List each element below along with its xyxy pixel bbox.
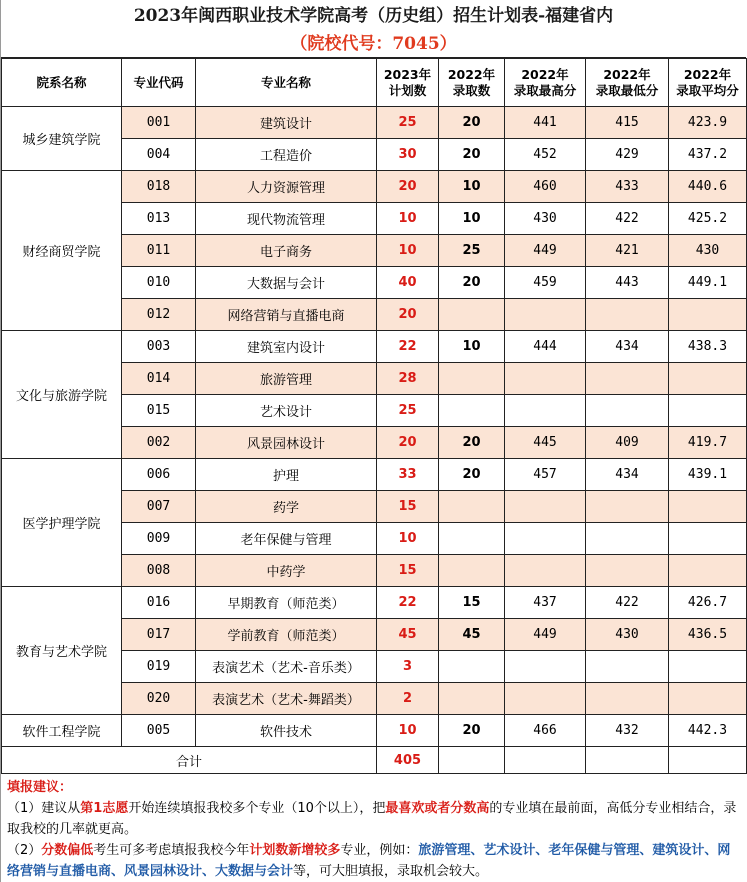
suggestion-text: （1）建议从: [7, 801, 81, 816]
header-row: [2, 59, 747, 107]
plan-2023: 40: [377, 267, 439, 299]
major-code: 005: [122, 715, 196, 747]
major-name: 大数据与会计: [196, 267, 377, 299]
min-score-2022: 434: [586, 459, 669, 491]
max-score-2022: 430: [505, 203, 586, 235]
suggestion-text: 开始连续填报我校多个专业（10个以上），把: [128, 801, 386, 816]
plan-2023: 10: [377, 203, 439, 235]
major-name: 中药学: [196, 555, 377, 587]
plan-2023: 15: [377, 555, 439, 587]
header-plan-2023: 2023年 计划数: [377, 59, 439, 107]
min-score-2022: 422: [586, 587, 669, 619]
major-name: 风景园林设计: [196, 427, 377, 459]
min-score-2022: 434: [586, 331, 669, 363]
suggestion-text: （2）: [7, 843, 42, 858]
max-score-2022: 444: [505, 331, 586, 363]
header-dept: 院系名称: [2, 59, 122, 107]
empty-cell: [505, 747, 586, 774]
major-name: 药学: [196, 491, 377, 523]
suggestion-text: 旅游管理、艺术设计、老年保健与管理、建筑设计、网络营销与直播电商、风景园林设计、大数据与会计: [7, 843, 731, 879]
total-row: [2, 747, 747, 774]
admitted-2022: 20: [439, 267, 505, 299]
min-score-2022: [586, 555, 669, 587]
major-name: 表演艺术（艺术-音乐类）: [196, 651, 377, 683]
min-score-2022: 443: [586, 267, 669, 299]
table-row: [2, 715, 747, 747]
max-score-2022: 445: [505, 427, 586, 459]
min-score-2022: [586, 491, 669, 523]
suggestion-text: 分数偏低: [41, 843, 94, 858]
filling-suggestions: [1, 774, 746, 882]
avg-score-2022: 442.3: [669, 715, 747, 747]
avg-score-2022: [669, 491, 747, 523]
suggestion-text: 的专业填在最前面，高低分专业相结合，录取我校的几率就更高。: [7, 801, 737, 837]
suggestion-text: 最喜欢或者分数高: [385, 801, 490, 816]
avg-score-2022: [669, 683, 747, 715]
admitted-2022: 10: [439, 331, 505, 363]
min-score-2022: [586, 523, 669, 555]
max-score-2022: [505, 651, 586, 683]
suggestion-1: [7, 798, 740, 840]
dept-name: 城乡建筑学院: [2, 107, 122, 171]
admitted-2022: 10: [439, 203, 505, 235]
avg-score-2022: [669, 651, 747, 683]
admitted-2022: 20: [439, 427, 505, 459]
major-code: 012: [122, 299, 196, 331]
empty-cell: [586, 747, 669, 774]
major-name: 电子商务: [196, 235, 377, 267]
plan-2023: 45: [377, 619, 439, 651]
suggestion-text: 等，可大胆填报，录取机会较大。: [293, 864, 489, 879]
admitted-2022: 20: [439, 139, 505, 171]
max-score-2022: 449: [505, 235, 586, 267]
suggestion-text: 第1志愿: [80, 801, 129, 816]
avg-score-2022: 440.6: [669, 171, 747, 203]
min-score-2022: 421: [586, 235, 669, 267]
plan-2023: 3: [377, 651, 439, 683]
table-row: [2, 171, 747, 203]
max-score-2022: [505, 555, 586, 587]
avg-score-2022: 436.5: [669, 619, 747, 651]
min-score-2022: [586, 651, 669, 683]
max-score-2022: [505, 683, 586, 715]
max-score-2022: [505, 491, 586, 523]
major-code: 003: [122, 331, 196, 363]
min-score-2022: [586, 299, 669, 331]
avg-score-2022: 426.7: [669, 587, 747, 619]
suggestion-text: 计划数新增较多: [249, 843, 341, 858]
plan-2023: 10: [377, 235, 439, 267]
major-name: 老年保健与管理: [196, 523, 377, 555]
max-score-2022: [505, 363, 586, 395]
dept-name: 文化与旅游学院: [2, 331, 122, 459]
major-name: 旅游管理: [196, 363, 377, 395]
major-code: 002: [122, 427, 196, 459]
avg-score-2022: 423.9: [669, 107, 747, 139]
admitted-2022: [439, 651, 505, 683]
table-row: [2, 587, 747, 619]
major-code: 013: [122, 203, 196, 235]
major-name: 早期教育（师范类）: [196, 587, 377, 619]
avg-score-2022: 438.3: [669, 331, 747, 363]
min-score-2022: 432: [586, 715, 669, 747]
header-max-2022: 2022年 录取最高分: [505, 59, 586, 107]
max-score-2022: 457: [505, 459, 586, 491]
avg-score-2022: [669, 299, 747, 331]
max-score-2022: 452: [505, 139, 586, 171]
avg-score-2022: [669, 363, 747, 395]
major-code: 010: [122, 267, 196, 299]
major-code: 007: [122, 491, 196, 523]
major-name: 表演艺术（艺术-舞蹈类）: [196, 683, 377, 715]
admitted-2022: 20: [439, 459, 505, 491]
avg-score-2022: 425.2: [669, 203, 747, 235]
major-name: 护理: [196, 459, 377, 491]
major-code: 011: [122, 235, 196, 267]
suggestion-text: 考生可多考虑填报我校今年: [93, 843, 250, 858]
dept-name: 教育与艺术学院: [2, 587, 122, 715]
major-code: 019: [122, 651, 196, 683]
major-code: 008: [122, 555, 196, 587]
admitted-2022: 20: [439, 107, 505, 139]
plan-2023: 20: [377, 171, 439, 203]
major-name: 网络营销与直播电商: [196, 299, 377, 331]
table-row: [2, 107, 747, 139]
admitted-2022: [439, 683, 505, 715]
major-code: 016: [122, 587, 196, 619]
major-name: 学前教育（师范类）: [196, 619, 377, 651]
plan-2023: 33: [377, 459, 439, 491]
suggestion-2: [7, 840, 740, 882]
suggestions-header: 填报建议：: [7, 780, 73, 795]
header-code: 专业代码: [122, 59, 196, 107]
admitted-2022: [439, 491, 505, 523]
admitted-2022: 15: [439, 587, 505, 619]
avg-score-2022: 430: [669, 235, 747, 267]
major-code: 015: [122, 395, 196, 427]
min-score-2022: 422: [586, 203, 669, 235]
min-score-2022: [586, 363, 669, 395]
min-score-2022: 429: [586, 139, 669, 171]
max-score-2022: 459: [505, 267, 586, 299]
max-score-2022: 460: [505, 171, 586, 203]
max-score-2022: [505, 395, 586, 427]
avg-score-2022: [669, 555, 747, 587]
avg-score-2022: [669, 395, 747, 427]
plan-2023: 10: [377, 715, 439, 747]
avg-score-2022: 449.1: [669, 267, 747, 299]
major-name: 工程造价: [196, 139, 377, 171]
major-code: 009: [122, 523, 196, 555]
header-min-2022: 2022年 录取最低分: [586, 59, 669, 107]
avg-score-2022: 439.1: [669, 459, 747, 491]
table-row: [2, 331, 747, 363]
avg-score-2022: 419.7: [669, 427, 747, 459]
major-code: 006: [122, 459, 196, 491]
plan-2023: 2: [377, 683, 439, 715]
dept-name: 软件工程学院: [2, 715, 122, 747]
major-name: 建筑室内设计: [196, 331, 377, 363]
admitted-2022: 25: [439, 235, 505, 267]
dept-name: 财经商贸学院: [2, 171, 122, 331]
avg-score-2022: [669, 523, 747, 555]
empty-cell: [669, 747, 747, 774]
suggestion-text: 专业，例如：: [340, 843, 419, 858]
header-avg-2022: 2022年 录取平均分: [669, 59, 747, 107]
major-code: 001: [122, 107, 196, 139]
admitted-2022: 45: [439, 619, 505, 651]
max-score-2022: 449: [505, 619, 586, 651]
major-code: 014: [122, 363, 196, 395]
plan-2023: 28: [377, 363, 439, 395]
admitted-2022: [439, 363, 505, 395]
table-row: [2, 459, 747, 491]
major-name: 软件技术: [196, 715, 377, 747]
page-title: 2023年闽西职业技术学院高考（历史组）招生计划表-福建省内: [133, 6, 614, 26]
major-name: 建筑设计: [196, 107, 377, 139]
plan-2023: 15: [377, 491, 439, 523]
max-score-2022: 437: [505, 587, 586, 619]
admitted-2022: [439, 523, 505, 555]
min-score-2022: 415: [586, 107, 669, 139]
admitted-2022: 10: [439, 171, 505, 203]
major-name: 人力资源管理: [196, 171, 377, 203]
school-code: （院校代号：7045）: [1, 33, 746, 58]
max-score-2022: 441: [505, 107, 586, 139]
major-code: 017: [122, 619, 196, 651]
header-adm-2022: 2022年 录取数: [439, 59, 505, 107]
major-name: 艺术设计: [196, 395, 377, 427]
admitted-2022: [439, 299, 505, 331]
max-score-2022: [505, 299, 586, 331]
plan-table-body: [2, 107, 747, 774]
total-label: 合计: [2, 747, 377, 774]
plan-2023: 30: [377, 139, 439, 171]
header-major: 专业名称: [196, 59, 377, 107]
admitted-2022: 20: [439, 715, 505, 747]
admitted-2022: [439, 555, 505, 587]
empty-cell: [439, 747, 505, 774]
min-score-2022: 433: [586, 171, 669, 203]
dept-name: 医学护理学院: [2, 459, 122, 587]
plan-2023: 10: [377, 523, 439, 555]
admitted-2022: [439, 395, 505, 427]
major-code: 018: [122, 171, 196, 203]
max-score-2022: 466: [505, 715, 586, 747]
major-code: 004: [122, 139, 196, 171]
total-plan: 405: [377, 747, 439, 774]
min-score-2022: [586, 395, 669, 427]
plan-2023: 20: [377, 299, 439, 331]
min-score-2022: 409: [586, 427, 669, 459]
plan-table: [1, 58, 747, 774]
plan-2023: 22: [377, 331, 439, 363]
min-score-2022: 430: [586, 619, 669, 651]
plan-2023: 25: [377, 395, 439, 427]
major-name: 现代物流管理: [196, 203, 377, 235]
min-score-2022: [586, 683, 669, 715]
avg-score-2022: 437.2: [669, 139, 747, 171]
max-score-2022: [505, 523, 586, 555]
major-code: 020: [122, 683, 196, 715]
plan-2023: 22: [377, 587, 439, 619]
plan-2023: 25: [377, 107, 439, 139]
plan-2023: 20: [377, 427, 439, 459]
